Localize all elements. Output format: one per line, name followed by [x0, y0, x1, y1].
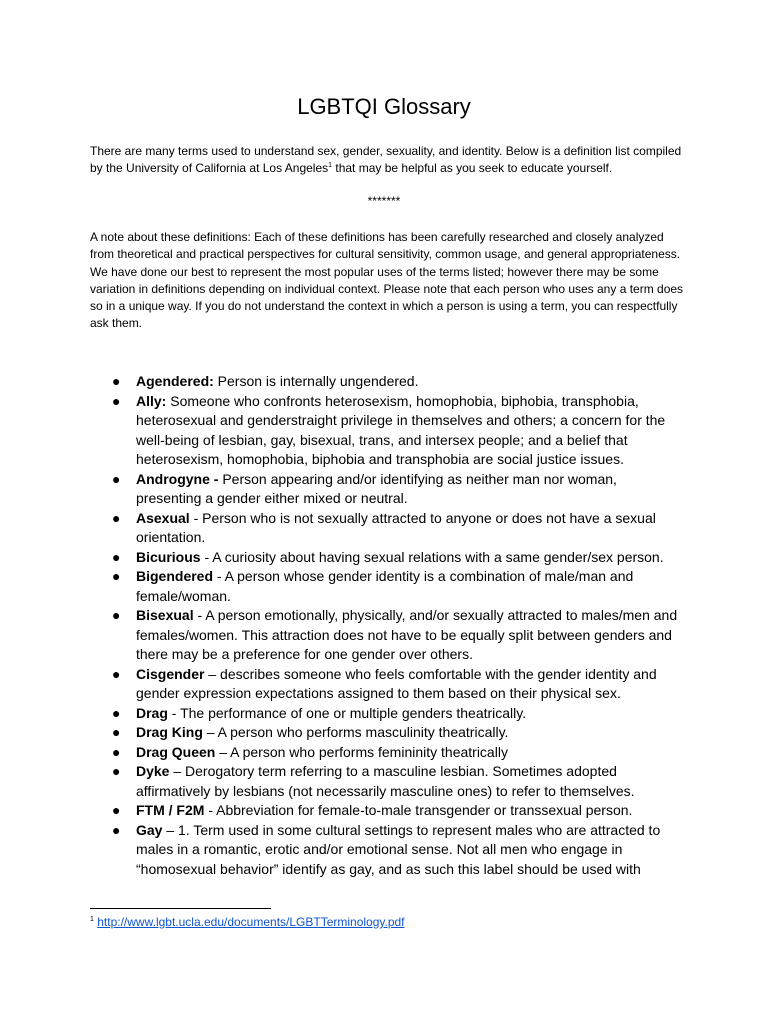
glossary-item [112, 801, 686, 821]
glossary-definition: - The performance of one or multiple genders theatrically. [167, 704, 527, 721]
glossary-item [112, 372, 686, 392]
glossary-item [112, 470, 686, 509]
intro-text-after: that may be helpful as you seek to educate yourself. [332, 161, 613, 175]
glossary-item [112, 392, 686, 470]
glossary-definition: – describes someone who feels comfortable with the gender identity and gender expression expectations assigned to them based on their physical sex. [136, 665, 657, 701]
glossary-item [112, 665, 686, 704]
glossary-definition: - Person who is not sexually attracted to anyone or does not have a sexual orientation. [136, 509, 656, 545]
glossary-term: Bisexual [136, 607, 194, 623]
glossary-term: Agendered: [136, 373, 214, 389]
glossary-item [112, 509, 686, 548]
glossary-item [112, 704, 686, 724]
glossary-term: FTM / F2M [136, 802, 205, 818]
glossary-item [112, 548, 686, 568]
glossary-term: Gay [136, 821, 163, 838]
glossary-definition: - A person whose gender identity is a combination of male/man and female/woman. [136, 568, 634, 604]
footnote [90, 914, 405, 930]
bullet-icon: ● [112, 509, 121, 526]
glossary-item [112, 567, 686, 606]
glossary-definition: – 1. Term used in some cultural settings to represent males who are attracted to males in a romantic, erotic and/or emotional sense. Not all men who engage in “homosexual behavior” identify as gay, and as such this label should be used with [136, 821, 661, 877]
glossary-term: Bigendered [136, 568, 214, 584]
bullet-icon: ● [112, 607, 121, 623]
footnote-mark: 1 [90, 916, 94, 923]
glossary-item [112, 743, 686, 763]
glossary-definition: - A curiosity about having sexual relations with a same gender/sex person. [200, 548, 664, 565]
glossary-term: Bicurious [136, 548, 201, 565]
bullet-icon: ● [112, 821, 121, 838]
glossary-term: Drag Queen [136, 743, 216, 760]
intro-paragraph [90, 143, 690, 177]
intro-footnote-mark: 1 [328, 162, 333, 169]
bullet-icon: ● [112, 743, 121, 760]
glossary-item [112, 821, 686, 880]
bullet-icon: ● [112, 373, 121, 389]
footnote-divider [90, 908, 271, 909]
section-separator: ******* [367, 194, 401, 208]
bullet-icon: ● [112, 704, 121, 721]
bullet-icon: ● [112, 802, 121, 818]
glossary-term: Drag [136, 704, 168, 721]
glossary-item [112, 606, 686, 665]
intro-text-before: There are many terms used to understand sex, gender, sexuality, and identity. Below is a definition list compiled by the University of California at Los Angeles [90, 144, 682, 175]
glossary-term: Drag King [136, 724, 203, 740]
bullet-icon: ● [112, 470, 121, 487]
glossary-term: Cisgender [136, 665, 205, 682]
glossary-definition: – Derogatory term referring to a masculine lesbian. Sometimes adopted affirmatively by lesbians (not necessarily masculine ones) to refer to themselves. [136, 763, 635, 799]
glossary-definition: Person is internally ungendered. [213, 373, 419, 389]
bullet-icon: ● [112, 763, 121, 779]
glossary-term: Ally: [136, 392, 167, 409]
glossary-term: Androgyne - [136, 470, 219, 487]
footnote-link[interactable]: http://www.lgbt.ucla.edu/documents/LGBTTerminology.pdf [97, 915, 405, 929]
glossary-definition: Person appearing and/or identifying as neither man nor woman, presenting a gender either mixed or neutral. [136, 470, 617, 506]
bullet-icon: ● [112, 665, 121, 682]
definitions-note: A note about these definitions: Each of these definitions has been carefully researched and closely analyzed from theoretical and practical perspectives for cultural sensitivity, common usage, and general appropriateness. We have done our best to represent the most popular uses of the terms listed; however there may be some variation in definitions depending on individual context. Please note that each person who uses any a term does so in a unique way. If you do not understand the context in which a person is using a term, you can respectfully ask them. [90, 230, 684, 331]
glossary-definition: - A person emotionally, physically, and/or sexually attracted to males/men and females/women. This attraction does not have to be equally split between genders and there may be a preference for one gender over others. [136, 607, 678, 662]
bullet-icon: ● [112, 548, 121, 565]
glossary-list [112, 372, 686, 879]
glossary-item [112, 762, 686, 801]
bullet-icon: ● [112, 724, 121, 740]
glossary-definition: Someone who confronts heterosexism, homophobia, biphobia, transphobia, heterosexual and genderstraight privilege in themselves and others; a concern for the well-being of lesbian, gay, bisexual, trans, and intersex people; and a belief that heterosexism, homophobia, biphobia and transphobia are social justice issues. [136, 392, 666, 467]
glossary-definition: - Abbreviation for female-to-male transgender or transsexual person. [204, 802, 633, 818]
glossary-term: Dyke [136, 763, 170, 779]
glossary-definition: – A person who performs femininity theatrically [215, 743, 508, 760]
bullet-icon: ● [112, 568, 121, 584]
page-title: LGBTQI Glossary [297, 94, 471, 119]
bullet-icon: ● [112, 392, 121, 409]
glossary-item [112, 723, 686, 743]
glossary-definition: – A person who performs masculinity theatrically. [202, 724, 509, 740]
glossary-term: Asexual [136, 509, 190, 526]
